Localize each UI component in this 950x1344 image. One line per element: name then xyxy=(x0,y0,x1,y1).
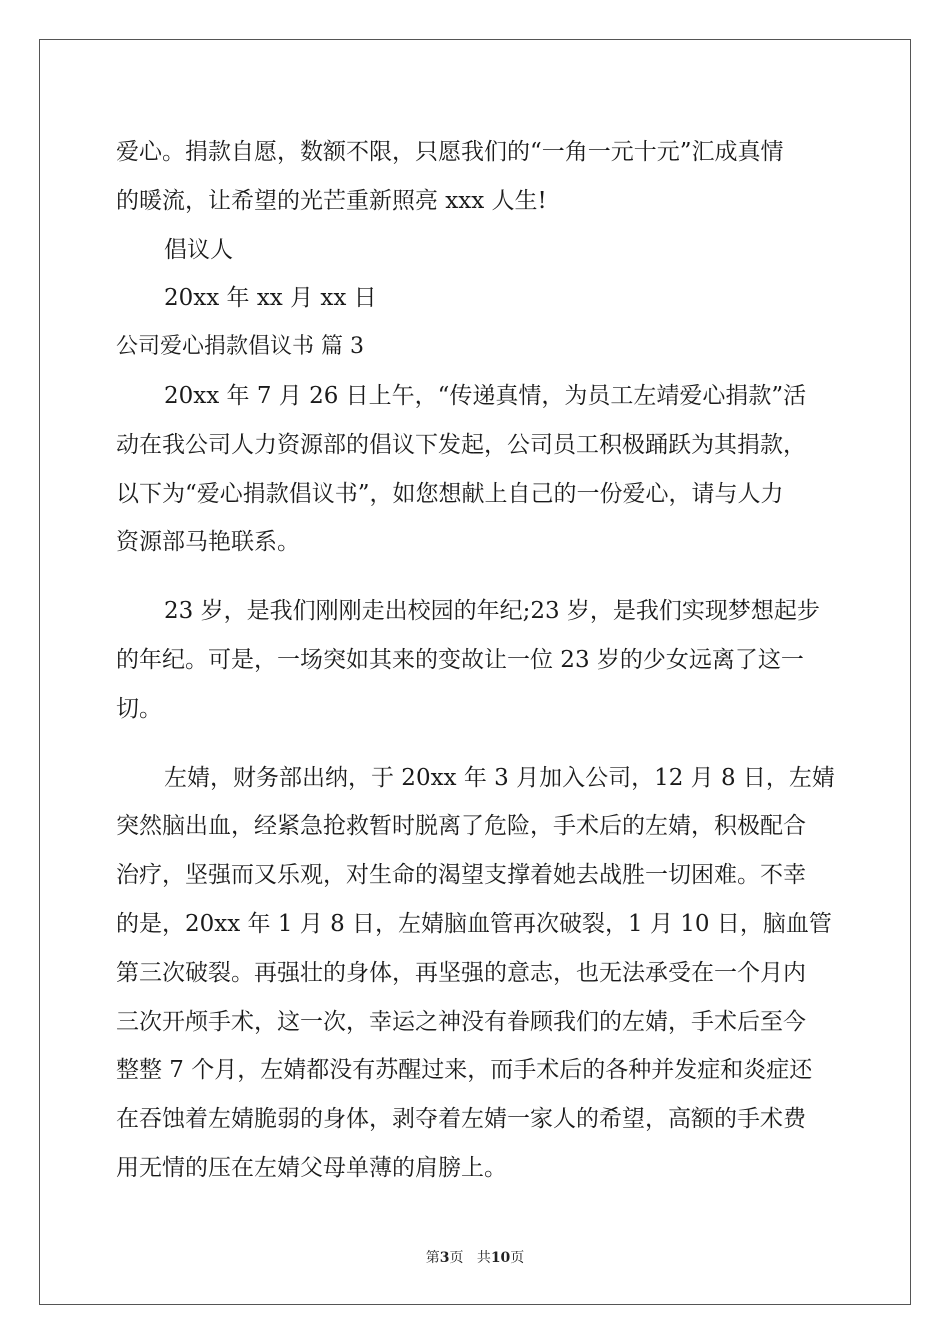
paragraph-line: 20xx 年 7 月 26 日上午，“传递真情，为员工左靖爱心捐款”活 xyxy=(164,382,807,409)
paragraph-line: 治疗，坚强而又乐观，对生命的渴望支撑着她去战胜一切困难。不幸 xyxy=(116,862,806,889)
paragraph-line: 的年纪。可是，一场突如其来的变故让一位 23 岁的少女远离了这一 xyxy=(116,646,804,673)
total-suffix: 页 xyxy=(510,1250,525,1266)
paragraph-gap xyxy=(116,567,836,587)
page-total: 10 xyxy=(490,1250,511,1266)
paragraph-line: 整整 7 个月，左婧都没有苏醒过来，而手术后的各种并发症和炎症还 xyxy=(116,1057,813,1084)
page-footer xyxy=(0,1247,950,1267)
page-suffix: 页 xyxy=(449,1250,464,1266)
paragraph-line: 切。 xyxy=(116,695,162,722)
paragraph-line: 爱心。捐款自愿，数额不限，只愿我们的“一角一元十元”汇成真情 xyxy=(116,139,784,165)
paragraph-line: 三次开颅手术，这一次，幸运之神没有眷顾我们的左婧，手术后至今 xyxy=(116,1008,806,1035)
section-title: 公司爱心捐款倡议书 篇 3 xyxy=(116,334,364,360)
paragraph-line: 23 岁，是我们刚刚走出校园的年纪;23 岁，是我们实现梦想起步 xyxy=(164,598,820,625)
page-current: 3 xyxy=(439,1250,450,1266)
paragraph-line: 的暖流，让希望的光芒重新照亮 xxx 人生! xyxy=(116,187,547,214)
page-prefix: 第 xyxy=(425,1250,440,1266)
paragraph-gap xyxy=(116,734,836,754)
signature-date: 20xx 年 xx 月 xx 日 xyxy=(164,285,377,312)
paragraph-line: 以下为“爱心捐款倡议书”，如您想献上自己的一份爱心，请与人力 xyxy=(116,480,784,507)
total-prefix: 共 xyxy=(476,1250,491,1266)
paragraph-line: 资源部马艳联系。 xyxy=(116,529,300,556)
paragraph-line: 左婧，财务部出纳，于 20xx 年 3 月加入公司，12 月 8 日，左婧 xyxy=(164,764,835,791)
signer-label: 倡议人 xyxy=(164,236,233,263)
paragraph-line: 在吞蚀着左婧脆弱的身体，剥夺着左婧一家人的希望，高额的手术费 xyxy=(116,1106,806,1133)
paragraph-line: 用无情的压在左婧父母单薄的肩膀上。 xyxy=(116,1154,507,1181)
paragraph-line: 突然脑出血，经紧急抢救暂时脱离了危险，手术后的左婧，积极配合 xyxy=(116,813,806,840)
document-body xyxy=(116,128,836,1193)
paragraph-line: 动在我公司人力资源部的倡议下发起，公司员工积极踊跃为其捐款， xyxy=(116,431,806,458)
paragraph-line: 第三次破裂。再强壮的身体，再坚强的意志，也无法承受在一个月内 xyxy=(116,959,806,986)
paragraph-line: 的是，20xx 年 1 月 8 日，左婧脑血管再次破裂，1 月 10 日，脑血管 xyxy=(116,910,832,937)
